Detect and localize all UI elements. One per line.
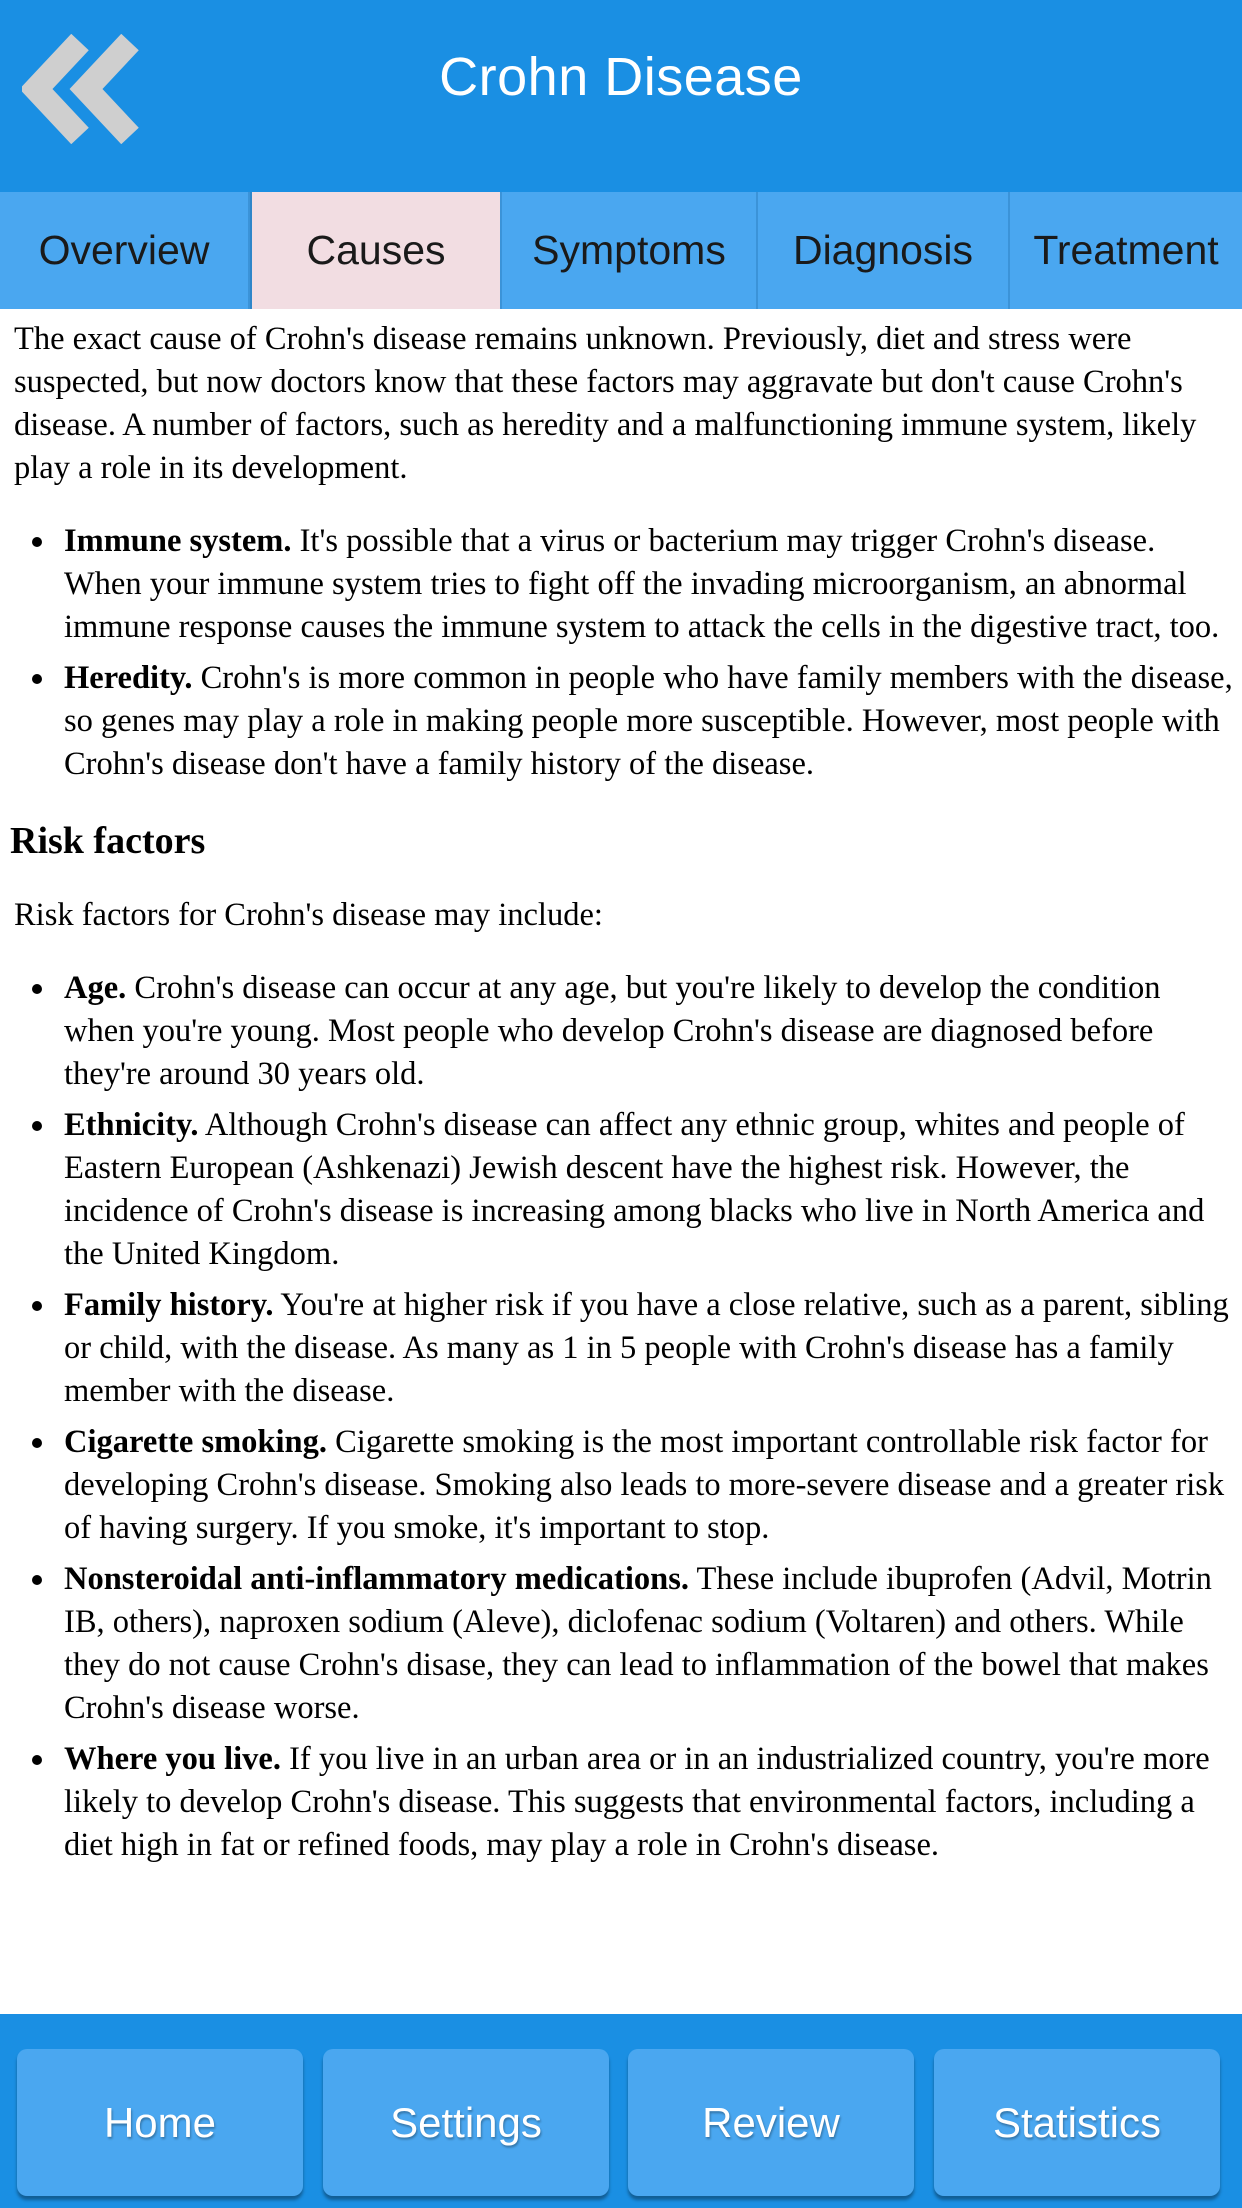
list-item-text: Cigarette smoking is the most important controllable risk factor for developing Crohn's disease. Smoking also leads to more-severe disease and a greater risk of having surgery. If you smoke, it's important to stop. — [64, 1424, 1225, 1546]
risk-intro: Risk factors for Crohn's disease may include: — [14, 897, 603, 933]
statistics-button[interactable]: Statistics — [934, 2049, 1220, 2196]
home-button[interactable]: Home — [17, 2049, 303, 2196]
list-item-term: Cigarette smoking. — [64, 1424, 327, 1460]
list-item — [14, 657, 1234, 786]
page-title: Crohn Disease — [439, 47, 803, 107]
bottom-nav-bar — [0, 2014, 1242, 2208]
list-item-text: Crohn's is more common in people who have family members with the disease, so genes may play a role in making people more susceptible. However, most people with Crohn's disease don't have a family history of the disease. — [64, 660, 1233, 782]
list-item-term: Ethnicity. — [64, 1107, 199, 1143]
intro-paragraph: The exact cause of Crohn's disease remains unknown. Previously, diet and stress were suspected, but now doctors know that these factors may aggravate but don't cause Crohn's disease. A number of factors, such as heredity and a malfunctioning immune system, likely play a role in its development. — [14, 321, 1197, 486]
list-item-term: Family history. — [64, 1287, 274, 1323]
app-header — [0, 0, 1242, 192]
list-item — [14, 1284, 1234, 1413]
list-item-text: If you live in an urban area or in an industrialized country, you're more likely to develop Crohn's disease. This suggests that environmental factors, including a diet high in fat or refined foods, may play a role in Crohn's disease. — [64, 1741, 1210, 1863]
article-content — [10, 318, 1234, 1897]
list-item — [14, 520, 1234, 649]
tab-treatment[interactable]: Treatment — [1033, 227, 1219, 273]
list-item-term: Immune system. — [64, 523, 292, 559]
review-button[interactable]: Review — [628, 2049, 914, 2196]
list-item — [14, 1558, 1234, 1730]
list-item-text: Although Crohn's disease can affect any ethnic group, whites and people of Eastern European (Ashkenazi) Jewish descent have the highest risk. However, the incidence of Crohn's disease is increasing among blacks who live in North America and the United Kingdom. — [64, 1107, 1205, 1272]
list-item-term: Nonsteroidal anti-inflammatory medications. — [64, 1561, 689, 1597]
list-item-term: Heredity. — [64, 660, 193, 696]
list-item-term: Where you live. — [64, 1741, 281, 1777]
tab-diagnosis[interactable]: Diagnosis — [758, 192, 1010, 309]
list-item — [14, 1421, 1234, 1550]
risk-factors-heading: Risk factors — [10, 820, 206, 862]
list-item-text: These include ibuprofen (Advil, Motrin IB, others), naproxen sodium (Aleve), diclofenac sodium (Voltaren) and others. While they do not cause Crohn's disase, they can lead to inflammation of the bowel that makes Crohn's disease worse. — [64, 1561, 1212, 1726]
list-item-term: Age. — [64, 970, 127, 1006]
list-item — [14, 967, 1234, 1096]
risks-list — [14, 967, 1234, 1867]
causes-list — [14, 520, 1234, 786]
list-item-text: It's possible that a virus or bacterium may trigger Crohn's disease. When your immune system tries to fight off the invading microorganism, an abnormal immune response causes the immune system to attack the cells in the digestive tract, too. — [64, 523, 1220, 645]
tab-causes[interactable]: Causes — [250, 192, 502, 309]
tab-bar — [0, 192, 1242, 309]
list-item-text: You're at higher risk if you have a close relative, such as a parent, sibling or child, with the disease. As many as 1 in 5 people with Crohn's disease has a family member with the disease. — [64, 1287, 1229, 1409]
tab-symptoms[interactable]: Symptoms — [502, 192, 758, 309]
settings-button[interactable]: Settings — [323, 2049, 609, 2196]
list-item — [14, 1104, 1234, 1276]
list-item — [14, 1738, 1234, 1867]
tab-overview[interactable]: Overview — [0, 192, 250, 309]
list-item-text: Crohn's disease can occur at any age, but you're likely to develop the condition when you're young. Most people who develop Crohn's disease are diagnosed before they're around 30 years old. — [64, 970, 1161, 1092]
